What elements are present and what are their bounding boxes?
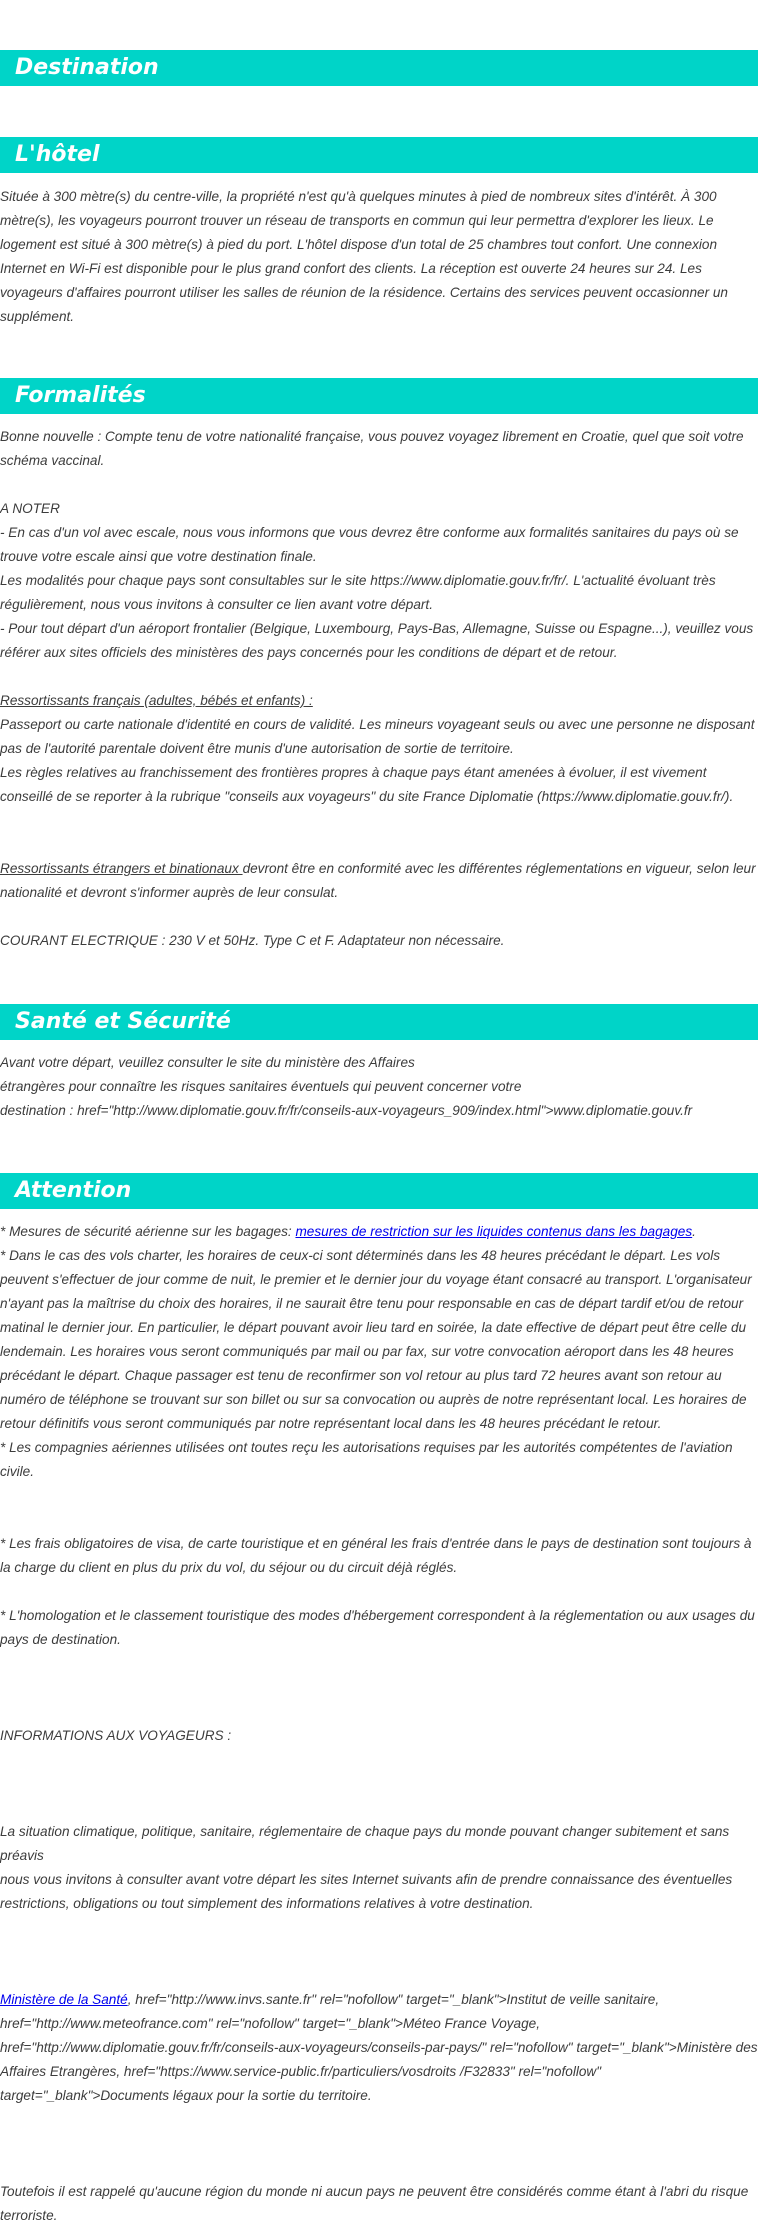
ministere-rest-text: , href="http://www.invs.sante.fr" rel="nofollow" target="_blank">Institut de veille sanitaire, href="http://www.meteofrance.com" rel="nofollow" target="_blank">Méteo France Voyage, href="http://www.diplomatie.gouv.fr/fr/conseils-aux-voyageurs/conseils-par-pays/" rel="nofollow" target="_blank">Ministère des Affaires Etrangères, href="https://www.service-public.fr/particuliers/vosdroits /F32833" rel="nofollow" target="_blank">Documents légaux pour la sortie du territoire. bbox=[0, 1992, 758, 2103]
section-title-hotel: L'hôtel bbox=[15, 142, 100, 167]
formalites-etrangers bbox=[0, 857, 758, 905]
section-header-formalites bbox=[0, 378, 758, 414]
section-header-hotel bbox=[0, 137, 758, 173]
section-title-formalites: Formalités bbox=[15, 383, 146, 408]
charter-text: * Dans le cas des vols charter, les horaires de ceux-ci sont déterminés dans les 48 heures précédant le départ. Les vols peuvent s'effectuer de jour comme de nuit, le premier et le dernier jour du voyage étant consacré au transport. L'organisateur n'ayant pas la maîtrise du choix des horaires, il ne saurait être tenu pour responsable en cas de départ tardif et/ou de retour matinal le dernier jour. En particulier, le départ pouvant avoir lieu tard en soirée, la date effective de départ peut être celle du lendemain. Les horaires vous seront communiqués par mail ou par fax, sur votre convocation aéroport dans les 48 heures précédant le départ. Chaque passager est tenu de reconfirmer son vol retour au plus tard 72 heures avant son retour au numéro de téléphone se trouvant sur son billet ou sur sa convocation ou auprès de notre représentant local. Les horaires de retour définitifs vous seront communiqués par notre représentant local dans les 48 heures précédant le retour. * Les compagnies aériennes utilisées ont toutes reçu les autorisations requises par les autorités compétentes de l'aviation civile. bbox=[0, 1248, 752, 1479]
attention-bagages bbox=[0, 1220, 758, 1244]
sante-text bbox=[0, 1051, 758, 1123]
ministere-sante-link[interactable]: Ministère de la Santé bbox=[0, 1992, 128, 2007]
formalites-intro-text: Bonne nouvelle : Compte tenu de votre nationalité française, vous pouvez voyagez librement en Croatie, quel que soit votre schéma vaccinal. bbox=[0, 429, 744, 468]
bagages-suffix: . bbox=[692, 1224, 696, 1239]
section-title-sante: Santé et Sécurité bbox=[15, 1009, 231, 1034]
francais-heading: Ressortissants français (adultes, bébés et enfants) : bbox=[0, 693, 313, 708]
attention-toutefois bbox=[0, 2180, 758, 2228]
bagages-prefix: * Mesures de sécurité aérienne sur les bagages: bbox=[0, 1224, 296, 1239]
section-header-attention bbox=[0, 1173, 758, 1209]
hotel-text: Située à 300 mètre(s) du centre-ville, la propriété n'est qu'à quelques minutes à pied de nombreux sites d'intérêt. À 300 mètre(s), les voyageurs pourront trouver un réseau de transports en commun qui leur permettra d'explorer les lieux. Le logement est situé à 300 mètre(s) à pied du port. L'hôtel dispose d'un total de 25 chambres tout confort. Une connexion Internet en Wi-Fi est disponible pour le plus grand confort des clients. La réception est ouverte 24 heures sur 24. Les voyageurs d'affaires pourront utiliser les salles de réunion de la résidence. Certains des services peuvent occasionner un supplément. bbox=[0, 189, 728, 324]
section-title-attention: Attention bbox=[15, 1178, 132, 1203]
etrangers-text: devront être en conformité avec les différentes réglementations en vigueur, selon leur nationalité et devront s'informer auprès de leur consulat. bbox=[0, 861, 756, 900]
etrangers-heading: Ressortissants étrangers et binationaux bbox=[0, 861, 243, 876]
sante-line-3: destination : href="http://www.diplomatie.gouv.fr/fr/conseils-aux-voyageurs_909/index.html">www.diplomatie.gouv.fr bbox=[0, 1103, 693, 1118]
toutefois-text: Toutefois il est rappelé qu'aucune région du monde ni aucun pays ne peuvent être considérés comme étant à l'abri du risque terroriste. bbox=[0, 2184, 749, 2223]
attention-frais bbox=[0, 1532, 758, 1580]
formalites-anoter bbox=[0, 497, 758, 665]
section-title-destination: Destination bbox=[15, 55, 159, 80]
sante-line-2: étrangères pour connaître les risques sanitaires éventuels qui peuvent concerner votre bbox=[0, 1079, 522, 1094]
info-voyageurs-heading: INFORMATIONS AUX VOYAGEURS : bbox=[0, 1728, 232, 1743]
formalites-courant bbox=[0, 929, 758, 953]
attention-homologation bbox=[0, 1604, 758, 1652]
formalites-intro bbox=[0, 425, 758, 473]
sante-line-1: Avant votre départ, veuillez consulter le site du ministère des Affaires bbox=[0, 1055, 415, 1070]
bagages-restriction-link[interactable]: mesures de restriction sur les liquides contenus dans les bagages bbox=[295, 1224, 693, 1239]
situation-text: La situation climatique, politique, sanitaire, réglementaire de chaque pays du monde pouvant changer subitement et sans préavis nous vous invitons à consulter avant votre départ les sites Internet suivants afin de prendre connaissance des éventuelles restrictions, obligations ou tout simplement des informations relatives à votre destination. bbox=[0, 1824, 733, 1911]
attention-charter bbox=[0, 1244, 758, 1484]
formalites-anoter-text: A NOTER - En cas d'un vol avec escale, nous vous informons que vous devrez être conforme aux formalités sanitaires du pays où se trouve votre escale ainsi que votre destination finale. Les modalités pour chaque pays sont consultables sur le site https://www.diplomatie.gouv.fr/fr/. L'actualité évoluant très régulièrement, nous vous invitons à consulter ce lien avant votre départ. - Pour tout départ d'un aéroport frontalier (Belgique, Luxembourg, Pays-Bas, Allemagne, Suisse ou Espagne...), veuillez vous référer aux sites officiels des ministères des pays concernés pour les conditions de départ et de retour. bbox=[0, 501, 754, 660]
frais-text: * Les frais obligatoires de visa, de carte touristique et en général les frais d'entrée dans le pays de destination sont toujours à la charge du client en plus du prix du vol, du séjour ou du circuit déjà réglés. bbox=[0, 1536, 752, 1575]
section-header-destination bbox=[0, 50, 758, 86]
courant-text: COURANT ELECTRIQUE : 230 V et 50Hz. Type C et F. Adaptateur non nécessaire. bbox=[0, 933, 505, 948]
hotel-description bbox=[0, 185, 758, 329]
section-header-sante bbox=[0, 1004, 758, 1040]
attention-situation bbox=[0, 1820, 758, 1916]
attention-links bbox=[0, 1988, 758, 2108]
francais-text: Passeport ou carte nationale d'identité en cours de validité. Les mineurs voyageant seuls ou avec une personne ne disposant pas de l'autorité parentale doivent être munis d'une autorisation de sortie de territoire. Les règles relatives au franchissement des frontières propres à chaque pays étant amenées à évoluer, il est vivement conseillé de se reporter à la rubrique "conseils aux voyageurs" du site France Diplomatie (https://www.diplomatie.gouv.fr/). bbox=[0, 717, 755, 804]
homologation-text: * L'homologation et le classement touristique des modes d'hébergement correspondent à la réglementation ou aux usages du pays de destination. bbox=[0, 1608, 755, 1647]
formalites-francais bbox=[0, 689, 758, 809]
info-voyageurs-title bbox=[0, 1724, 758, 1748]
